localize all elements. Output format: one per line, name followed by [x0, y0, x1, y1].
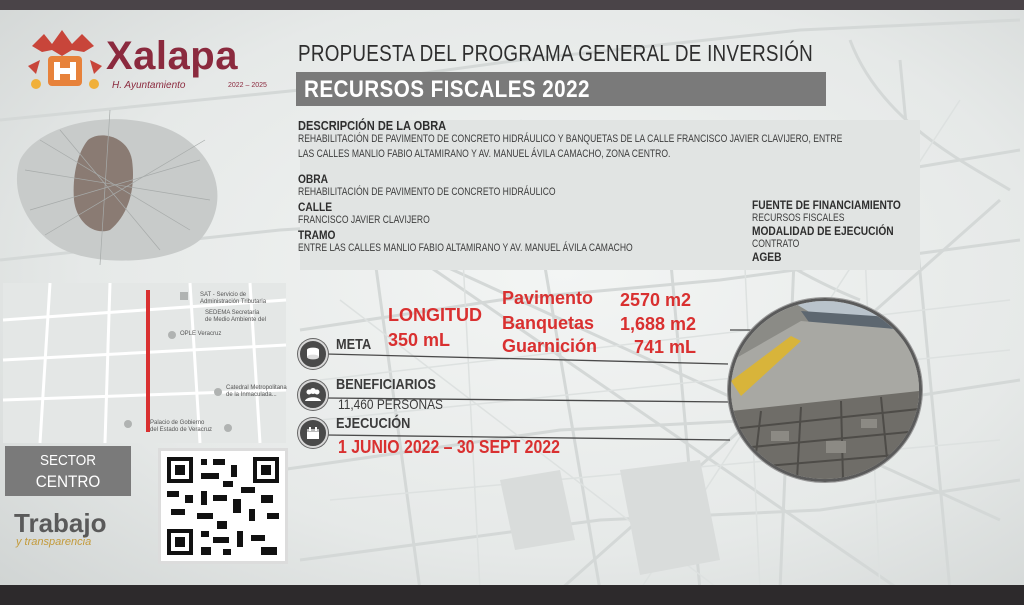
beneficiarios-value: 11,460 PERSONAS — [338, 396, 443, 412]
calle-label: CALLE — [298, 200, 332, 214]
map-label-palacio: Palacio de Gobierno del Estado de Veracruz — [150, 420, 213, 433]
ejecucion-dates: 1 JUNIO 2022 – 30 SEPT 2022 — [338, 437, 560, 457]
map-label-sat: SAT - Servicio de Administración Tributaria — [200, 292, 267, 305]
sector-label: SECTOR — [39, 452, 96, 469]
map-label-sedema: SEDEMA Secretaría de Medio Ambiente del — [205, 310, 267, 323]
coins-icon — [298, 339, 328, 369]
obra-value: REHABILITACIÓN DE PAVIMENTO DE CONCRETO HIDRÁULICO — [298, 186, 556, 198]
obra-label: OBRA — [298, 172, 329, 186]
brand-name: Xalapa — [106, 34, 238, 78]
slide-title: PROPUESTA DEL PROGRAMA GENERAL DE INVERSIÓN — [298, 40, 814, 66]
brand-years: 2022 – 2025 — [228, 82, 267, 89]
sector-name: CENTRO — [35, 472, 101, 491]
longitud-label: LONGITUD — [388, 305, 482, 325]
street-photo — [728, 298, 922, 482]
pavimento-label: Pavimento — [502, 288, 594, 308]
people-icon — [298, 380, 328, 410]
banquetas-value: 1,688 m2 — [620, 314, 697, 334]
banquetas-label: Banquetas — [502, 313, 595, 333]
meta-label: META — [336, 336, 372, 353]
map-label-catedral: Catedral Metropolitana de la Inmaculada... — [226, 385, 287, 398]
descripcion-line-2: LAS CALLES MANLIO FABIO ALTAMIRANO Y AV. MANUEL ÁVILA CAMACHO, ZONA CENTRO. — [298, 148, 671, 160]
longitud-value: 350 mL — [388, 330, 451, 350]
screen-frame-bottom — [0, 585, 1024, 605]
tramo-label: TRAMO — [298, 228, 336, 242]
descripcion-label: DESCRIPCIÓN DE LA OBRA — [298, 118, 447, 133]
ageb-label: AGEB — [752, 250, 782, 264]
qr-code — [158, 448, 288, 564]
slogan: Trabajo — [14, 508, 107, 538]
slide-subtitle: RECURSOS FISCALES 2022 — [304, 76, 590, 103]
guarnicion-value: 741 mL — [634, 337, 697, 357]
descripcion-line-1: REHABILITACIÓN DE PAVIMENTO DE CONCRETO HIDRÁULICO Y BANQUETAS DE LA CALLE FRANCISCO JAVIER CLAVIJERO, ENTRE — [298, 133, 843, 145]
tramo-value: ENTRE LAS CALLES MANLIO FABIO ALTAMIRANO Y AV. MANUEL ÁVILA CAMACHO — [298, 242, 633, 254]
modalidad-value: CONTRATO — [752, 238, 800, 250]
calle-value: FRANCISCO JAVIER CLAVIJERO — [298, 214, 430, 226]
xalapa-logo — [22, 22, 108, 96]
fuente-value: RECURSOS FISCALES — [752, 212, 845, 224]
beneficiarios-label: BENEFICIARIOS — [336, 376, 436, 393]
map-label-ople: OPLE Veracruz — [180, 331, 222, 337]
guarnicion-label: Guarnición — [502, 336, 598, 356]
calendar-icon — [298, 418, 328, 448]
fuente-label: FUENTE DE FINANCIAMIENTO — [752, 198, 901, 212]
ejecucion-label: EJECUCIÓN — [336, 415, 411, 432]
slogan-subtitle: y transparencia — [16, 536, 92, 548]
pavimento-value: 2570 m2 — [620, 290, 692, 310]
brand-subtitle: H. Ayuntamiento — [112, 80, 186, 91]
modalidad-label: MODALIDAD DE EJECUCIÓN — [752, 224, 894, 238]
